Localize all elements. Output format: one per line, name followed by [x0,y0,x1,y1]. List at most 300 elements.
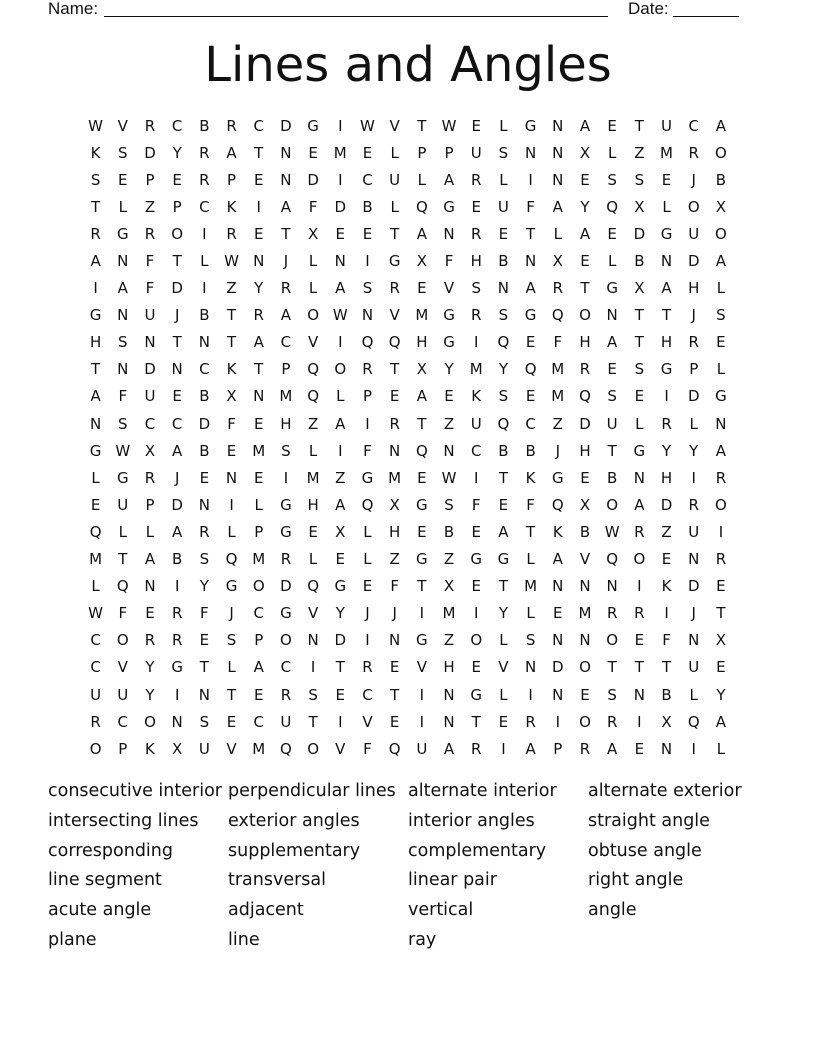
grid-letter: N [198,333,210,352]
grid-letter: U [90,685,102,704]
grid-letter: R [253,306,264,325]
grid-letter: Q [280,739,292,758]
grid-letter: S [444,495,454,514]
grid-letter: C [253,604,264,623]
grid-letter: U [144,306,156,325]
grid-letter: V [117,658,128,677]
grid-letter: Z [226,279,237,298]
grid-letter: H [307,495,319,514]
grid-letter: D [171,279,183,298]
grid-letter: N [552,631,564,650]
grid-letter: F [363,441,372,460]
grid-letter: M [578,604,592,623]
grid-letter: F [118,387,128,406]
grid-letter: H [579,333,591,352]
grid-letter: D [334,197,347,216]
grid-letter: L [607,252,617,271]
word-bank-item: adjacent [228,900,304,921]
grid-letter: F [363,739,372,758]
grid-letter: R [362,658,373,677]
grid-letter: R [471,170,482,189]
grid-letter: I [365,414,370,433]
grid-letter: O [307,739,319,758]
grid-letter: L [336,387,345,406]
grid-letter: E [362,577,373,596]
grid-letter: I [283,468,289,487]
grid-letter: P [227,170,237,189]
grid-letter: I [338,333,343,352]
grid-letter: I [501,739,506,758]
grid-letter: N [307,631,319,650]
grid-letter: A [607,739,618,758]
grid-letter: E [525,387,536,406]
grid-letter: O [606,495,619,514]
grid-letter: G [307,116,319,135]
grid-letter: G [116,224,129,243]
grid-letter: C [280,658,292,677]
grid-letter: O [715,224,727,243]
grid-letter: M [551,387,565,406]
grid-letter: S [118,414,128,433]
grid-letter: Y [145,685,155,704]
grid-letter: P [254,631,264,650]
grid-letter: L [716,360,726,379]
grid-letter: E [661,550,672,569]
grid-letter: E [417,279,427,298]
grid-letter: Q [116,577,129,596]
grid-letter: T [390,685,400,704]
grid-letter: I [691,739,696,758]
grid-letter: X [715,197,727,216]
grid-letter: N [144,333,156,352]
grid-letter: O [633,550,646,569]
grid-letter: A [226,143,237,162]
grid-letter: L [635,414,644,433]
grid-letter: B [362,197,373,216]
grid-letter: E [471,522,481,541]
grid-letter: F [200,604,209,623]
grid-letter: S [226,631,237,650]
grid-letter: C [144,414,156,433]
grid-letter: H [470,252,482,271]
word-bank-item: ray [408,929,437,950]
grid-letter: T [390,224,400,243]
grid-letter: E [525,333,536,352]
grid-letter: D [334,631,347,650]
grid-letter: T [417,414,427,433]
grid-letter: L [363,522,372,541]
grid-letter: Q [415,441,428,460]
grid-letter: J [365,604,370,623]
grid-letter: G [361,468,374,487]
grid-letter: S [634,170,645,189]
grid-letter: N [89,414,102,433]
grid-letter: T [91,360,101,379]
grid-letter: Q [551,306,564,325]
grid-letter: M [89,550,103,569]
grid-letter: P [145,170,155,189]
grid-letter: B [579,522,591,541]
grid-letter: Z [389,550,400,569]
word-bank-item: vertical [408,900,474,921]
grid-letter: X [144,441,156,460]
grid-letter: L [716,279,726,298]
grid-letter: F [662,631,671,650]
grid-letter: Y [498,360,508,379]
grid-letter: T [417,577,427,596]
grid-letter: E [389,712,400,731]
grid-letter: H [389,522,401,541]
grid-letter: S [199,550,210,569]
grid-letter: N [117,360,129,379]
grid-letter: R [144,224,156,243]
grid-letter: N [552,685,564,704]
grid-letter: N [524,143,537,162]
grid-letter: G [551,468,564,487]
grid-letter: H [443,658,455,677]
grid-letter: N [334,252,346,271]
grid-letter: T [199,658,209,677]
grid-letter: O [307,306,319,325]
grid-letter: B [443,522,455,541]
grid-letter: N [171,360,183,379]
grid-letter: E [716,577,726,596]
grid-letter: O [687,197,700,216]
grid-letter: N [389,631,401,650]
grid-letter: O [579,306,591,325]
grid-letter: Z [661,522,672,541]
grid-letter: Q [307,577,319,596]
grid-letter: F [308,197,318,216]
grid-letter: W [332,306,348,325]
grid-letter: A [416,387,427,406]
grid-letter: L [118,197,127,216]
grid-letter: E [362,143,373,162]
grid-letter: M [252,441,266,460]
grid-letter: I [419,604,425,623]
grid-letter: N [660,252,673,271]
grid-letter: Y [254,279,264,298]
grid-letter: H [660,333,673,352]
grid-letter: L [662,197,671,216]
grid-letter: R [552,279,563,298]
grid-letter: G [388,252,401,271]
grid-letter: A [634,495,645,514]
grid-letter: N [660,739,673,758]
grid-letter: W [360,116,375,135]
grid-letter: A [90,252,101,271]
grid-letter: W [604,522,620,541]
grid-letter: F [145,252,155,271]
grid-letter: C [253,712,264,731]
grid-letter: K [471,387,482,406]
grid-letter: N [443,224,455,243]
grid-letter: A [579,224,591,243]
grid-letter: E [716,333,726,352]
grid-letter: T [498,468,508,487]
date-blank-line[interactable] [673,16,739,17]
grid-letter: E [335,224,346,243]
grid-letter: R [688,495,699,514]
grid-letter: A [172,522,183,541]
grid-letter: E [253,685,264,704]
grid-letter: B [199,116,210,135]
grid-letter: U [198,739,210,758]
grid-letter: T [716,604,726,623]
grid-letter: V [443,279,455,298]
grid-letter: Z [634,143,645,162]
grid-letter: Q [687,712,700,731]
grid-letter: F [526,495,535,514]
grid-letter: B [498,252,509,271]
grid-letter: Y [199,577,209,596]
grid-letter: B [199,306,210,325]
word-bank-item: intersecting lines [48,810,199,831]
grid-letter: R [90,224,101,243]
grid-letter: L [526,604,535,623]
grid-letter: L [308,550,318,569]
grid-letter: K [226,197,237,216]
grid-letter: K [525,468,536,487]
grid-letter: L [91,577,100,596]
grid-letter: L [118,522,127,541]
grid-letter: B [634,252,645,271]
grid-letter: K [90,143,101,162]
grid-letter: G [443,197,455,216]
grid-letter: T [634,658,644,677]
grid-letter: T [634,333,644,352]
grid-letter: E [498,224,509,243]
grid-letter: A [144,550,156,569]
grid-letter: L [689,685,698,704]
grid-letter: L [363,550,372,569]
grid-letter: S [607,685,617,704]
grid-letter: N [633,685,645,704]
grid-letter: Q [225,550,238,569]
grid-letter: E [716,658,726,677]
grid-letter: Q [524,360,537,379]
grid-letter: P [254,522,264,541]
grid-letter: Q [415,197,428,216]
grid-letter: F [145,279,155,298]
grid-letter: F [471,495,481,514]
grid-letter: C [171,116,183,135]
grid-letter: V [307,333,319,352]
grid-letter: N [688,550,700,569]
grid-letter: N [280,143,292,162]
grid-letter: R [471,739,482,758]
grid-letter: E [498,712,509,731]
grid-letter: N [117,252,129,271]
grid-letter: E [308,522,318,541]
grid-letter: R [525,712,536,731]
grid-letter: L [254,495,263,514]
grid-letter: R [90,712,101,731]
grid-letter: N [443,441,455,460]
grid-letter: Q [89,522,102,541]
grid-letter: L [145,522,155,541]
grid-letter: R [144,116,156,135]
word-bank-item: supplementary [228,840,361,861]
grid-letter: R [199,170,210,189]
word-bank-item: line [228,929,260,950]
grid-letter: E [471,116,481,135]
grid-letter: H [416,333,428,352]
grid-letter: C [362,170,373,189]
grid-letter: I [474,333,479,352]
grid-letter: X [226,387,237,406]
grid-letter: Z [443,414,455,433]
grid-letter: E [417,522,427,541]
grid-letter: N [280,170,292,189]
grid-letter: E [389,658,400,677]
grid-letter: D [687,252,700,271]
grid-letter: L [499,631,508,650]
grid-letter: U [688,658,700,677]
grid-letter: R [579,739,591,758]
grid-letter: F [390,577,399,596]
grid-letter: E [90,495,101,514]
grid-letter: N [198,495,210,514]
grid-letter: A [117,279,128,298]
grid-letter: I [637,712,642,731]
grid-letter: C [90,631,101,650]
grid-letter: S [607,387,617,406]
grid-letter: N [606,306,618,325]
grid-letter: F [526,197,535,216]
grid-letter: M [333,143,347,162]
grid-letter: Y [145,658,155,677]
grid-letter: L [308,252,318,271]
grid-letter: N [361,306,374,325]
grid-letter: H [280,414,292,433]
name-blank-line[interactable] [104,16,608,17]
grid-letter: C [199,360,210,379]
grid-letter: W [88,116,104,135]
word-bank-item: straight angle [588,810,710,831]
grid-letter: L [227,658,236,677]
grid-letter: E [580,685,590,704]
grid-letter: S [498,306,509,325]
grid-letter: T [526,522,536,541]
grid-letter: J [229,604,234,623]
grid-letter: X [307,224,319,243]
grid-letter: X [634,279,645,298]
grid-letter: T [634,306,644,325]
grid-letter: T [634,116,644,135]
grid-letter: E [580,170,590,189]
grid-letter: Y [172,143,182,162]
grid-letter: L [499,116,508,135]
grid-letter: S [716,306,726,325]
grid-letter: Q [361,333,374,352]
grid-letter: P [118,739,128,758]
grid-letter: E [253,170,264,189]
grid-letter: I [256,197,261,216]
grid-letter: A [715,441,727,460]
word-bank-item: acute angle [48,900,152,921]
grid-letter: N [443,685,455,704]
grid-letter: I [338,116,343,135]
grid-letter: N [225,468,238,487]
grid-letter: J [174,306,180,325]
grid-letter: O [89,739,102,758]
word-bank-item: angle [588,900,637,921]
grid-letter: Y [444,360,454,379]
grid-letter: V [389,116,400,135]
grid-letter: G [280,522,292,541]
word-bank-item: complementary [408,840,547,861]
grid-letter: G [334,577,347,596]
grid-letter: Y [498,604,508,623]
grid-letter: I [174,577,180,596]
grid-letter: R [171,631,183,650]
grid-letter: D [687,577,700,596]
grid-letter: D [307,170,319,189]
grid-letter: T [308,712,318,731]
grid-letter: T [172,333,182,352]
grid-letter: S [362,279,373,298]
grid-letter: S [607,170,617,189]
grid-letter: O [715,143,727,162]
grid-letter: D [198,414,211,433]
grid-letter: N [606,577,618,596]
grid-letter: T [118,550,128,569]
grid-letter: C [470,441,482,460]
grid-letter: I [365,631,370,650]
word-bank-item: obtuse angle [588,840,702,861]
grid-letter: N [552,116,564,135]
grid-letter: V [579,550,591,569]
grid-letter: M [279,387,293,406]
grid-letter: L [716,739,726,758]
grid-letter: A [443,170,455,189]
grid-letter: F [227,414,236,433]
grid-letter: E [335,685,346,704]
grid-letter: E [553,604,563,623]
grid-letter: I [664,604,669,623]
grid-letter: I [555,712,560,731]
grid-letter: P [444,143,454,162]
grid-letter: T [281,224,291,243]
grid-letter: E [417,468,427,487]
name-label: Name: [48,0,99,18]
grid-letter: J [283,252,289,271]
grid-letter: P [172,197,182,216]
grid-letter: G [225,577,238,596]
grid-letter: T [91,197,101,216]
grid-letter: R [280,550,292,569]
grid-letter: I [528,170,533,189]
grid-letter: A [172,441,183,460]
grid-letter: G [524,116,537,135]
grid-letter: R [579,360,591,379]
grid-letter: V [335,739,346,758]
grid-letter: C [525,414,536,433]
grid-letter: R [389,414,400,433]
grid-letter: X [335,522,346,541]
grid-letter: D [144,360,156,379]
grid-letter: N [198,685,210,704]
grid-letter: I [310,658,316,677]
grid-letter: U [117,685,129,704]
grid-letter: E [634,631,645,650]
grid-letter: N [144,577,156,596]
grid-letter: R [199,143,210,162]
grid-letter: L [308,441,318,460]
grid-letter: I [338,712,343,731]
grid-letter: T [226,333,237,352]
